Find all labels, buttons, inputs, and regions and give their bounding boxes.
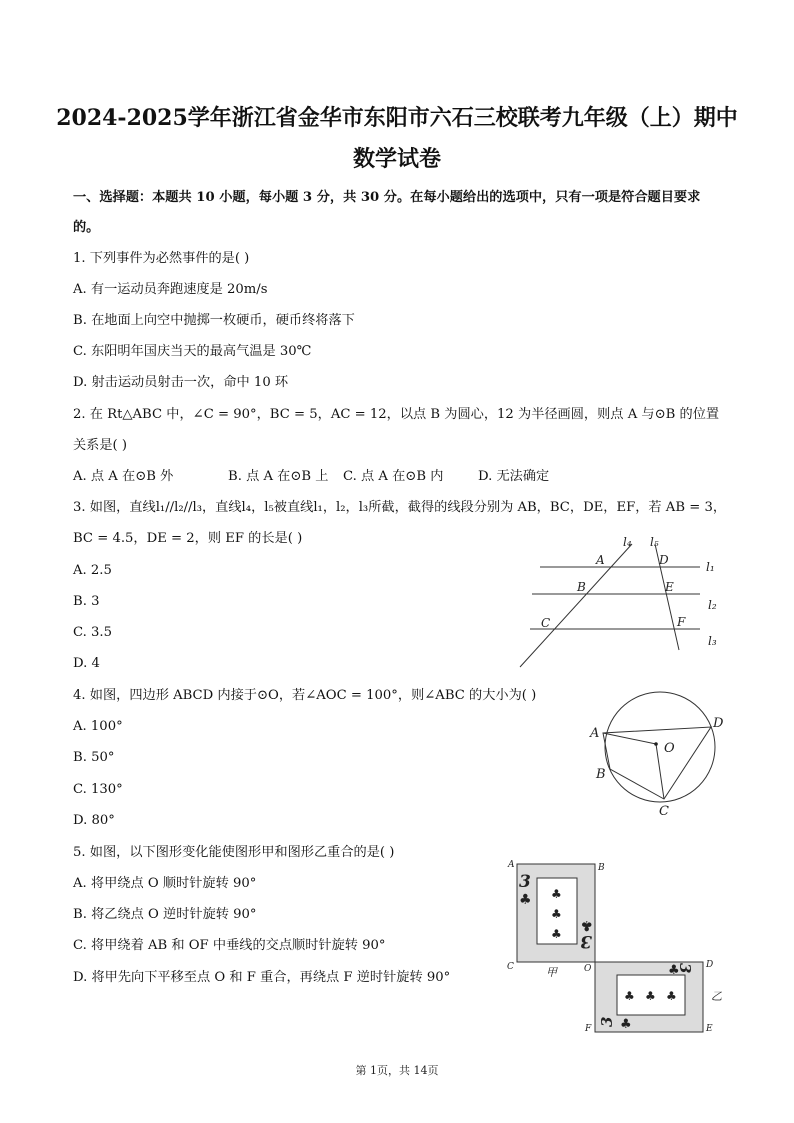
q1-option-b: B. 在地面上向空中抛掷一枚硬币，硬币终将落下 bbox=[73, 313, 355, 328]
q1-option-c: C. 东阳明年国庆当天的最高气温是 30℃ bbox=[73, 344, 312, 359]
q1-option-d: D. 射击运动员射击一次，命中 10 环 bbox=[73, 375, 289, 390]
exam-title-line2: 数学试卷 bbox=[352, 146, 441, 172]
label-l5: l₅ bbox=[650, 535, 659, 549]
card-jia-club-top: ♣ bbox=[519, 892, 532, 908]
label-l2: l₂ bbox=[708, 598, 717, 612]
card-jia-club-bottom: ♣ bbox=[580, 917, 593, 933]
label-A: A bbox=[596, 553, 605, 567]
q2-stem-line1: 2. 在 Rt△ABC 中，∠C = 90°，BC = 5，AC = 12，以点 B 为圆心，12 为半径画圆，则点 A 与⊙B 的位置 bbox=[73, 407, 720, 422]
label-D: D bbox=[659, 553, 669, 567]
label-A: A bbox=[590, 726, 600, 741]
card-jia bbox=[517, 864, 595, 962]
q1-option-a: A. 有一运动员奔跑速度是 20m/s bbox=[73, 282, 268, 297]
q2-option-a: A. 点 A 在⊙B 外 bbox=[73, 469, 174, 484]
q4-option-c: C. 130° bbox=[73, 782, 123, 797]
q5-option-c: C. 将甲绕着 AB 和 OF 中垂线的交点顺时针旋转 90° bbox=[73, 938, 386, 953]
exam-title-line1: 2024-2025学年浙江省金华市东阳市六石三校联考九年级（上）期中 bbox=[56, 105, 738, 131]
q4-option-d: D. 80° bbox=[73, 813, 115, 828]
label-B: B bbox=[596, 767, 606, 782]
q1-stem: 1. 下列事件为必然事件的是( ) bbox=[73, 251, 250, 266]
page-footer: 第 1页，共 14页 bbox=[355, 1064, 439, 1077]
q2-option-c: C. 点 A 在⊙B 内 bbox=[343, 469, 444, 484]
q5-option-a: A. 将甲绕点 O 顺时针旋转 90° bbox=[73, 876, 257, 891]
section1-heading-line2: 的。 bbox=[73, 220, 100, 235]
label-D: D bbox=[706, 960, 714, 970]
label-A: A bbox=[508, 860, 515, 870]
label-jia: 甲 bbox=[546, 966, 557, 979]
label-B: B bbox=[598, 863, 605, 873]
label-B: B bbox=[577, 580, 586, 594]
label-O: O bbox=[584, 964, 592, 974]
q5-stem: 5. 如图，以下图形变化能使图形甲和图形乙重合的是( ) bbox=[73, 845, 395, 860]
card-yi-pip-2: ♣ bbox=[645, 989, 656, 1003]
q2-stem-line2: 关系是( ) bbox=[73, 438, 128, 453]
label-C: C bbox=[541, 616, 551, 630]
card-yi-club-top: ♣ bbox=[668, 963, 680, 978]
label-E: E bbox=[665, 580, 674, 594]
q3-option-b: B. 3 bbox=[73, 594, 100, 609]
q3-option-a: A. 2.5 bbox=[73, 563, 112, 578]
label-l3: l₃ bbox=[708, 634, 717, 648]
q3-stem-line1: 3. 如图，直线l₁//l₂//l₃，直线l₄，l₅被直线l₁，l₂，l₃所截，截得的线段分别为 AB，BC，DE，EF，若 AB = 3， bbox=[73, 500, 727, 515]
label-yi: 乙 bbox=[711, 990, 722, 1003]
q3-option-d: D. 4 bbox=[73, 656, 100, 671]
q4-stem: 4. 如图，四边形 ABCD 内接于⊙O，若∠AOC = 100°，则∠ABC 的大小为( ) bbox=[73, 688, 537, 703]
label-C: C bbox=[507, 962, 514, 972]
card-jia-rank-bottom: 3 bbox=[580, 931, 592, 951]
q3-stem-line2: BC = 4.5，DE = 2，则 EF 的长是( ) bbox=[73, 531, 303, 546]
card-yi-pip-3: ♣ bbox=[666, 989, 677, 1003]
label-C: C bbox=[659, 804, 669, 819]
card-jia-pip-2: ♣ bbox=[551, 907, 562, 921]
label-F: F bbox=[677, 615, 686, 629]
q4-option-b: B. 50° bbox=[73, 750, 115, 765]
q4-option-a: A. 100° bbox=[73, 719, 123, 734]
label-l4: l₄ bbox=[623, 535, 632, 549]
q2-option-b: B. 点 A 在⊙B 上 bbox=[228, 469, 329, 484]
card-yi-club-bottom: ♣ bbox=[620, 1017, 632, 1032]
q5-option-b: B. 将乙绕点 O 逆时针旋转 90° bbox=[73, 907, 257, 922]
card-jia-rank-top: 3 bbox=[519, 872, 531, 892]
label-O: O bbox=[664, 741, 675, 756]
card-jia-pip-1: ♣ bbox=[551, 887, 562, 901]
card-yi-rank-top: 3 bbox=[676, 963, 694, 974]
q3-option-c: C. 3.5 bbox=[73, 625, 112, 640]
card-yi-pip-1: ♣ bbox=[624, 989, 635, 1003]
card-yi-rank-bottom: 3 bbox=[598, 1016, 616, 1027]
section1-heading-line1: 一、选择题：本题共 10 小题，每小题 3 分，共 30 分。在每小题给出的选项中，只有一项是符合题目要求 bbox=[73, 190, 701, 205]
q5-option-d: D. 将甲先向下平移至点 O 和 F 重合，再绕点 F 逆时针旋转 90° bbox=[73, 970, 451, 985]
label-F: F bbox=[585, 1024, 592, 1034]
label-l1: l₁ bbox=[706, 560, 715, 574]
q2-option-d: D. 无法确定 bbox=[478, 469, 550, 484]
label-E: E bbox=[706, 1024, 713, 1034]
label-D: D bbox=[713, 716, 724, 731]
card-jia-pip-3: ♣ bbox=[551, 927, 562, 941]
card-yi bbox=[595, 962, 703, 1032]
